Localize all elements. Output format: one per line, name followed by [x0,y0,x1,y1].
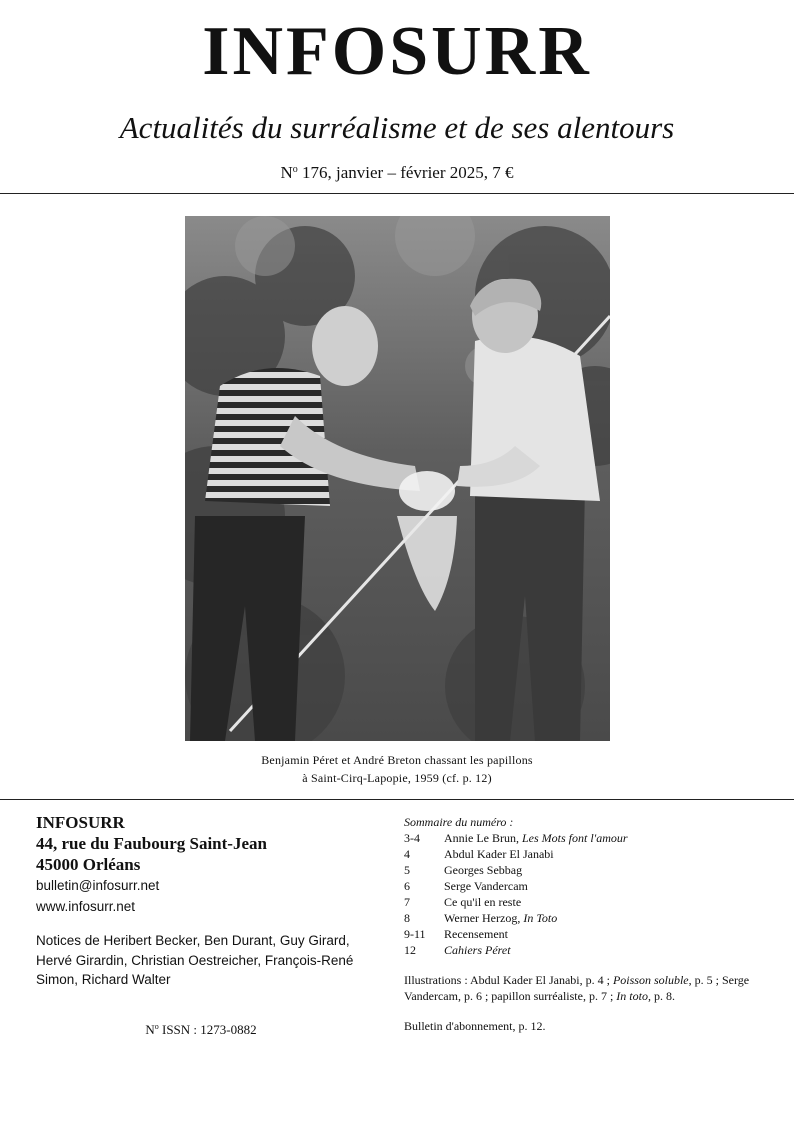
illustrations-credits [404,972,774,1004]
top-divider [0,193,794,194]
magazine-subtitle: Actualités du surréalisme et de ses alentours [119,110,675,145]
issn-sup: o [154,1022,159,1031]
illus-part-2: Poisson soluble [612,973,689,987]
toc-pages: 8 [404,911,410,925]
caption-line-2: à Saint-Cirq-Lapopie, 1959 (cf. p. 12) [302,771,492,785]
toc-item [404,942,774,958]
toc-author: Abdul Kader El Janabi [444,847,554,861]
issn-prefix: N [145,1022,155,1037]
toc-item [404,910,774,926]
publisher-info [36,812,366,990]
issue-prefix: N [280,163,293,182]
caption-line-1: Benjamin Péret et André Breton chassant les papillons [261,753,533,767]
publisher-city: 45000 Orléans [36,855,141,874]
issue-text: 176, janvier – février 2025, 7 € [297,163,514,182]
toc-item [404,926,774,942]
publisher-email[interactable]: bulletin@infosurr.net [36,878,160,893]
toc-work: In Toto [523,911,558,925]
publisher-website[interactable]: www.infosurr.net [36,899,136,914]
illus-part-5: , p. 8. [647,989,675,1003]
toc-item [404,878,774,894]
cover-photo [185,216,610,741]
issn-text: ISSN : 1273-0882 [158,1022,257,1037]
toc-pages: 4 [404,847,410,861]
subscription-form-note: Bulletin d'abonnement, p. 12. [404,1019,546,1033]
issn-number [36,1018,366,1039]
toc-author: Annie Le Brun, [444,831,522,845]
photo-caption [0,751,794,787]
toc-author: Serge Vandercam [444,879,528,893]
toc-author: Werner Herzog, [444,911,524,925]
toc-author: Recensement [444,927,508,941]
toc-pages: 3-4 [404,831,420,845]
toc-title: Sommaire du numéro : [404,815,514,829]
toc-pages: 7 [404,895,410,909]
toc-item [404,894,774,910]
issue-info [0,158,794,185]
toc-item [404,830,774,846]
toc-item [404,862,774,878]
illus-part-3: , p. 5 ; Serge Vandercam, p. 6 ; papillon surréaliste, p. 7 ; [404,973,750,1003]
middle-divider [0,799,794,800]
magazine-title: INFOSURR [202,13,592,90]
toc-work: Cahiers Péret [444,943,511,957]
toc-pages: 6 [404,879,410,893]
illus-part-1: Illustrations : Abdul Kader El Janabi, p. 4 ; [404,973,613,987]
toc-pages: 5 [404,863,410,877]
table-of-contents [404,814,774,1034]
publisher-name: INFOSURR [36,813,125,832]
contributors-notice: Notices de Heribert Becker, Ben Durant, Guy Girard, Hervé Girardin, Christian Oestreicher, François-René Simon, Richard Walter [36,933,354,987]
issue-sup: o [292,164,298,175]
cover-photo-illustration [185,216,610,741]
toc-item [404,846,774,862]
publisher-street: 44, rue du Faubourg Saint-Jean [36,834,267,853]
toc-author: Ce qu'il en reste [444,895,522,909]
toc-author: Georges Sebbag [444,863,523,877]
toc-pages: 12 [404,943,416,957]
toc-pages: 9-11 [404,927,426,941]
illus-part-4: In toto [616,989,648,1003]
toc-work: Les Mots font l'amour [521,831,628,845]
